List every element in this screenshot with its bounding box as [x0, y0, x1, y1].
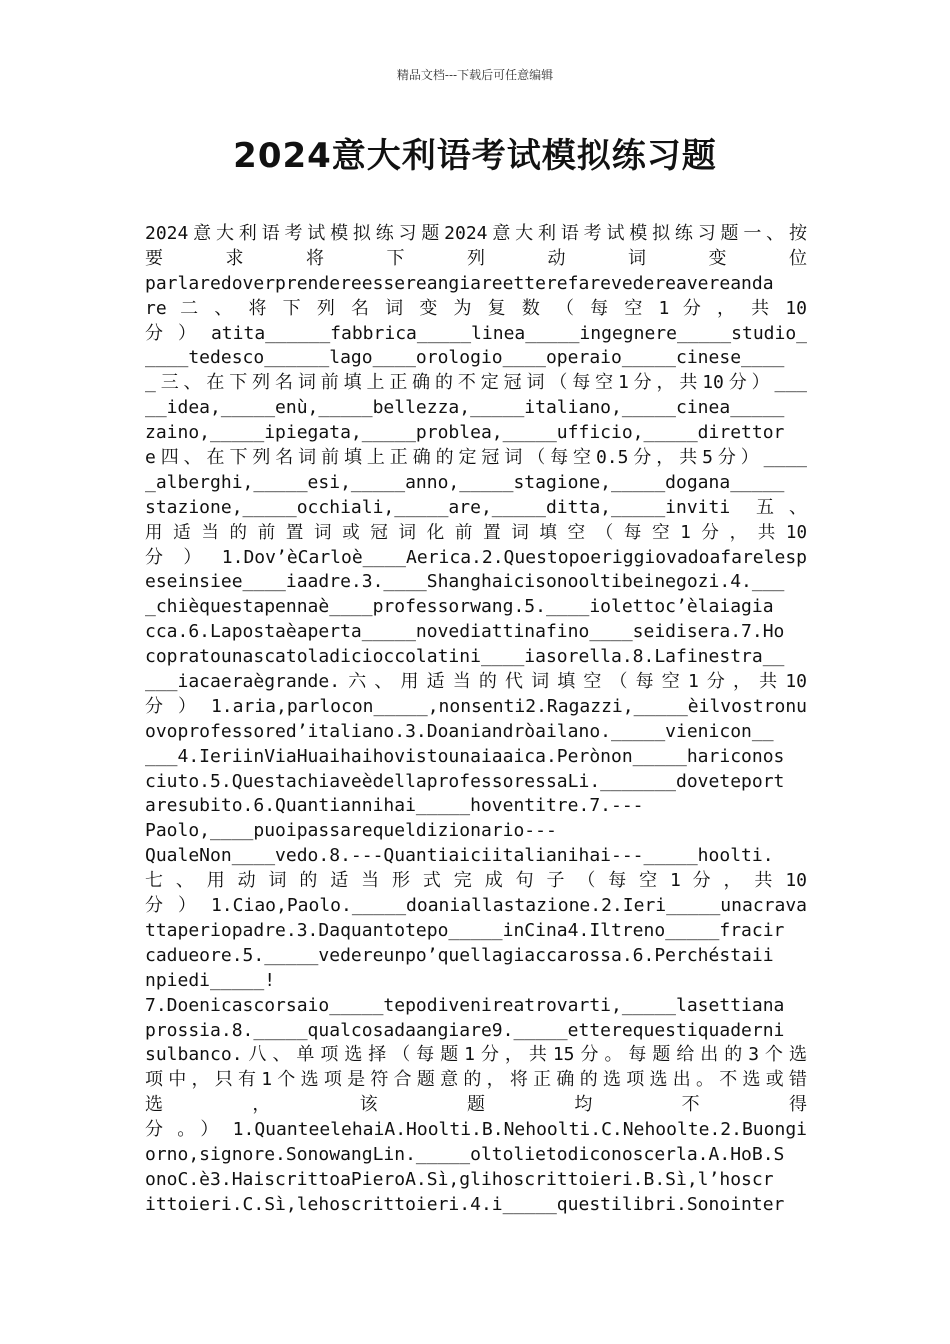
text-line: parlaredoverprendereessereangiareetterefarevedereavereanda — [145, 272, 774, 294]
text-line: onoC.è3.HaiscrittoaPieroA.Sì,glihoscrittoieri.B.Sì,l’hoscr — [145, 1168, 774, 1190]
text-line: npiedi_____! — [145, 969, 276, 991]
text-line: 2024意大利语考试模拟练习题2024意大利语考试模拟练习题一、按 — [145, 223, 807, 244]
text-line: cca.6.Lapostaèaperta_____novediattinafino____seidisera.7.Ho — [145, 621, 785, 643]
text-line: orno,signore.SonowangLin._____oltolietodiconoscerla.A.HoB.S — [145, 1143, 785, 1165]
text-line: ovoprofessored’italiano.3.Doaniandròailano._____vienicon__ — [145, 720, 774, 742]
text-line: copratounascatoladicioccolatini____iasorella.8.Lafinestra__ — [145, 646, 785, 668]
body-text — [145, 222, 807, 1218]
text-line: 分）1.aria,parlocon_____,nonsenti2.Ragazzi,_____èilvostronu — [145, 695, 807, 717]
text-line: 分。）1.QuanteelehaiA.Hoolti.B.Nehoolti.C.Nehoolte.2.Buongi — [145, 1119, 807, 1141]
text-line: 用 适 当 的 前 置 词 或 冠 词 化 前 置 词 填 空 （ 每 空 1 分 ， 共 10 — [145, 522, 807, 543]
text-line: sulbanco.八、单项选择（每题1分，共15分。每题给出的3个选 — [145, 1044, 807, 1066]
text-line: ciuto.5.QuestachiaveèdellaprofessoressaLi._______doveteport — [145, 770, 785, 792]
text-line: prossia.8._____qualcosadaangiare9._____etterequestiquaderni — [145, 1019, 785, 1041]
text-line: _chièquestapennaè____professorwang.5.____iolettoc’èlaiagia — [145, 596, 774, 618]
header-note: 精品文档---下载后可任意编辑 — [396, 68, 554, 82]
text-line: 选 ， 该 题 均 不 得 — [145, 1094, 807, 1116]
text-line: ___iacaeraègrande.六、用适当的代词填空（每空1分，共10 — [145, 671, 807, 693]
text-line: ittoieri.C.Sì,lehoscrittoieri.4.i_____questilibri.Sonointer — [145, 1193, 785, 1215]
text-line: ____tedesco______lago____orologio____operaio_____cinese____ — [145, 347, 785, 369]
text-line: eseinsiee____iaadre.3.____Shanghaicisonooltibeinegozi.4.___ — [145, 571, 785, 593]
text-line: _alberghi,_____esi,_____anno,_____stagione,_____dogana_____ — [145, 471, 785, 493]
text-line: re 二 、 将 下 列 名 词 变 为 复 数 （ 每 空 1 分 ， 共 10 — [145, 297, 807, 319]
text-line: 分）1.Ciao,Paolo._____doaniallastazione.2.Ieri_____unacrava — [145, 895, 807, 917]
text-line: stazione,_____occhiali,_____are,_____ditta,_____inviti 五、 — [145, 496, 807, 518]
text-line: e四、在下列名词前填上正确的定冠词（每空0.5分，共5分）____ — [145, 447, 807, 469]
text-line: 要 求 将 下 列 动 词 变 位 — [145, 247, 807, 269]
text-line: 项中，只有1个选项是符合题意的，将正确的选项选出。不选或错 — [145, 1069, 807, 1091]
text-line: ___4.IeriinViaHuaihaihovistounaiaaica.Perònon_____hariconos — [145, 745, 785, 767]
text-line: QualeNon____vedo.8.---Quantiaiciitalianihai---_____hoolti. — [145, 845, 774, 867]
text-line: aresubito.6.Quantiannihai_____hoventitre.7.--- — [145, 795, 644, 817]
text-line: 分）atita______fabbrica_____linea_____ingegnere_____studio_ — [145, 322, 807, 344]
text-line: _三、在下列名词前填上正确的不定冠词（每空1分，共10分）___ — [145, 372, 807, 394]
text-line: Paolo,____puoipassarequeldizionario--- — [145, 820, 557, 842]
text-line: 7.Doenicascorsaio_____tepodivenireatrovarti,_____lasettiana — [145, 994, 785, 1016]
text-line: cadueore.5._____vedereunpo’quellagiaccarossa.6.Perchéstaii — [145, 944, 774, 966]
text-line: __idea,_____enù,_____bellezza,_____italiano,_____cinea_____ — [145, 397, 785, 419]
text-line: zaino,_____ipiegata,_____problea,_____ufficio,_____direttor — [145, 422, 785, 444]
document-title: 2024意大利语考试模拟练习题 — [233, 136, 717, 176]
text-line: ttaperiopadre.3.Daquantotepo_____inCina4.Iltreno_____fracir — [145, 919, 785, 941]
text-line: 七 、 用 动 词 的 适 当 形 式 完 成 句 子 （ 每 空 1 分 ， 共 10 — [145, 870, 807, 892]
text-line: 分）1.Dov’èCarloè____Aerica.2.Questopoeriggiovadoafarelesp — [145, 546, 807, 568]
